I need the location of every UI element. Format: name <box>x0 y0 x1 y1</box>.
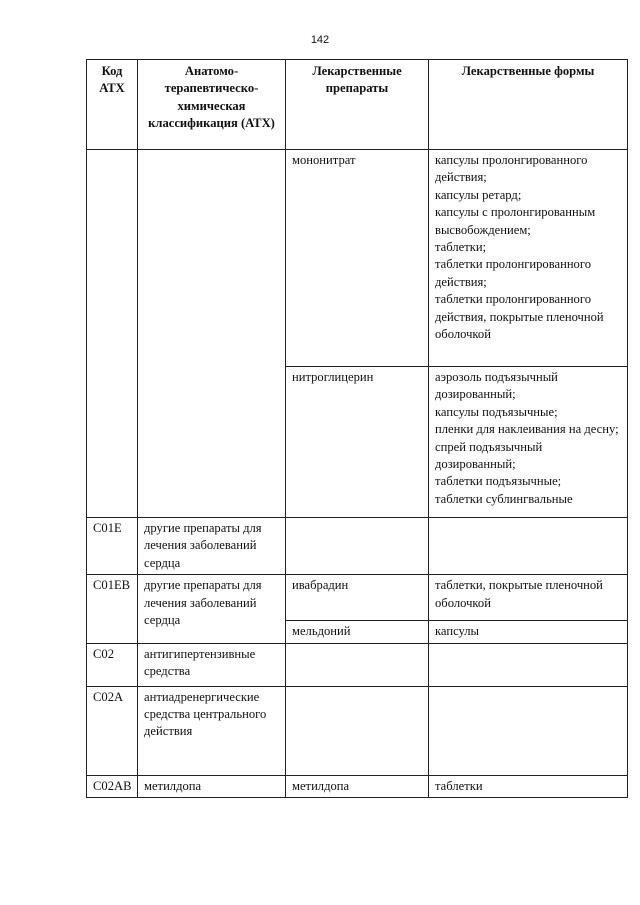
cell-drug <box>286 518 429 575</box>
header-code: Код АТХ <box>87 60 138 150</box>
form-item: капсулы ретард; <box>435 187 522 202</box>
cell-forms: капсулы <box>429 621 628 643</box>
cell-classification: метилдопа <box>138 775 286 797</box>
cell-forms <box>429 518 628 575</box>
cell-forms: таблетки <box>429 775 628 797</box>
table-row <box>87 150 628 367</box>
cell-drug: мельдоний <box>286 621 429 643</box>
form-item: таблетки сублингвальные <box>435 491 573 506</box>
table-row <box>87 643 628 686</box>
form-item: таблетки; <box>435 240 487 255</box>
form-item: капсулы с пролонгированным высвобождением; <box>435 205 596 237</box>
table-row <box>87 518 628 575</box>
cell-forms <box>429 150 628 367</box>
form-item: таблетки подъязычные; <box>435 474 562 489</box>
header-drugs: Лекарственные препараты <box>286 60 429 150</box>
cell-forms <box>429 686 628 775</box>
cell-drug <box>286 643 429 686</box>
form-item: капсулы пролонгированного действия; <box>435 153 588 185</box>
cell-forms <box>429 643 628 686</box>
cell-drug: мононитрат <box>286 150 429 367</box>
cell-drug: метилдопа <box>286 775 429 797</box>
cell-classification: другие препараты для лечения заболеваний сердца <box>138 518 286 575</box>
form-item: таблетки пролонгированного действия, покрытые пленочной оболочкой <box>435 292 604 342</box>
form-item: аэрозоль подъязычный дозированный; <box>435 370 558 402</box>
table-row <box>87 775 628 797</box>
cell-code: C01EB <box>87 575 138 643</box>
table-header-row <box>87 60 628 150</box>
form-item: таблетки пролонгированного действия; <box>435 257 592 289</box>
cell-classification <box>138 150 286 518</box>
cell-forms: таблетки, покрытые пленочной оболочкой <box>429 575 628 621</box>
cell-classification: антиадренергические средства центрального действия <box>138 686 286 775</box>
header-classification: Анатомо-терапевтическо-химическая классификация (АТХ) <box>138 60 286 150</box>
atc-drug-table <box>86 59 628 798</box>
cell-classification: антигипертензивные средства <box>138 643 286 686</box>
cell-code: C01E <box>87 518 138 575</box>
page-number: 142 <box>310 34 330 46</box>
cell-code: C02 <box>87 643 138 686</box>
form-item: спрей подъязычный дозированный; <box>435 439 543 472</box>
cell-code: C02A <box>87 686 138 775</box>
cell-code <box>87 150 138 518</box>
header-forms: Лекарственные формы <box>429 60 628 150</box>
cell-classification: другие препараты для лечения заболеваний сердца <box>138 575 286 643</box>
cell-drug <box>286 686 429 775</box>
cell-forms <box>429 367 628 518</box>
cell-drug: ивабрадин <box>286 575 429 621</box>
cell-code: C02AB <box>87 775 138 797</box>
table-row <box>87 575 628 621</box>
form-item: капсулы подъязычные; <box>435 404 558 419</box>
form-item: пленки для наклеивания на десну; <box>435 422 619 437</box>
table-row <box>87 686 628 775</box>
cell-drug: нитроглицерин <box>286 367 429 518</box>
